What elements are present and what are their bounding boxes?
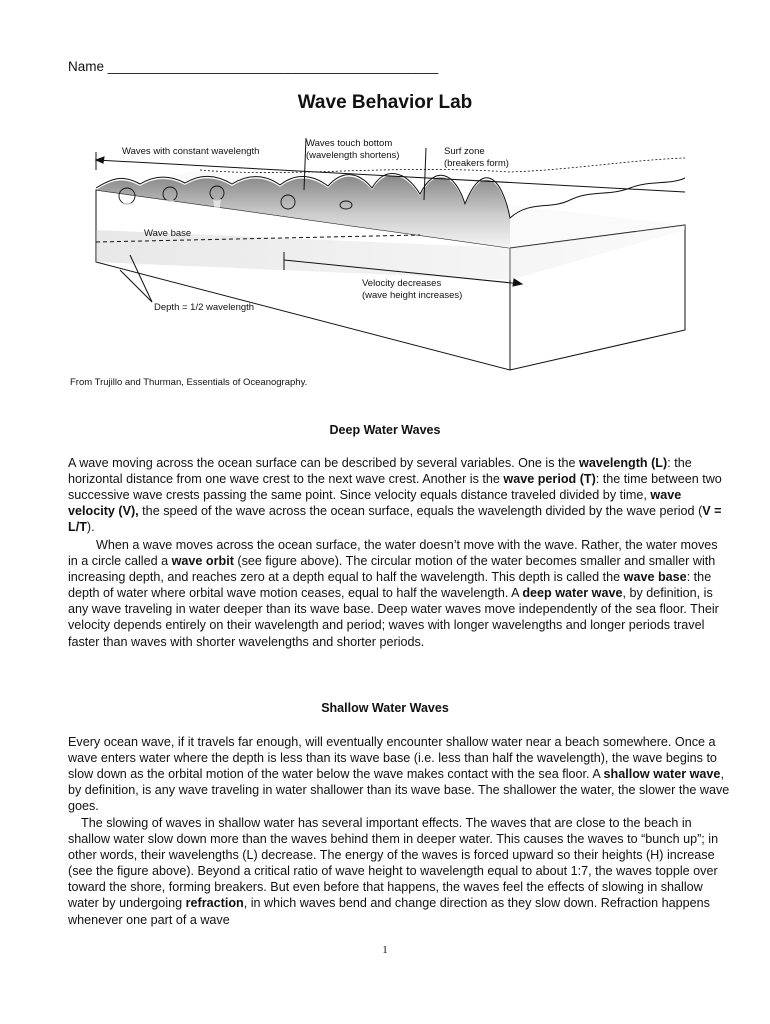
paragraph-shallow-2 (68, 815, 730, 928)
text-run: The slowing of waves in shallow water has several important effects. The waves that are close to the beach in shallow water slow down more than the waves behind them in deeper water. This causes the waves to “bunch up”; in other words, their wavelengths (L) decrease. The energy of the waves is forced upward so their heights (H) increase (see the figure above). Beyond a critical ratio of wave height to wavelength equal to about 1:7, the waves topple over toward the shore, forming breakers. But even before that happens, the waves feel the effects of slowing in shallow water by undergoing (68, 816, 719, 911)
label-constant-wavelength: Waves with constant wavelength (122, 146, 260, 157)
paragraph-shallow-1 (68, 734, 730, 814)
label-wave-height-increases: (wave height increases) (362, 290, 463, 301)
bold-term: wave base (623, 570, 687, 585)
text-run: , by definition, is any wave traveling in water deeper than its wave base. Deep water waves move independently of the sea floor. Their velocity depends entirely on their wavelength and period; waves with longer wavelengths and longer periods travel faster than waves with shorter wavelengths and shorter periods. (68, 586, 719, 649)
label-wave-base: Wave base (144, 228, 192, 239)
text-run: Every ocean wave, if it travels far enough, will eventually encounter shallow water near a beach somewhere. Once a wave enters water where the depth is less than its wave base (i.e. less than half the wavelength), the wave begins to slow down as the orbital motion of the water below the wave makes contact with the sea floor. A (68, 735, 717, 782)
label-velocity-decreases: Velocity decreases (362, 278, 442, 289)
name-line: Name ____________________________________________ (68, 59, 439, 74)
text-run: (see figure above). The circular motion of the water becomes smaller and smaller with increasing depth, and reaches zero at a depth equal to half the wavelength. This depth is called the (68, 554, 716, 585)
label-surf-zone: Surf zone (444, 146, 485, 157)
text-run: ). (86, 520, 95, 535)
heading-deep-water: Deep Water Waves (329, 423, 441, 437)
bold-term: refraction (185, 896, 244, 911)
text-run: : the horizontal distance from one wave crest to the next wave crest. Another is the (68, 456, 692, 487)
bold-term: wave velocity (V), (68, 488, 682, 519)
text-run: A wave moving across the ocean surface can be described by several variables. One is the (68, 456, 580, 470)
wave-diagram (90, 130, 690, 375)
page-title: Wave Behavior Lab (297, 92, 473, 113)
text-run: : the time between two successive wave crests passing the same point. Since velocity equals distance traveled divided by time, (68, 472, 722, 503)
bold-term: deep water wave (522, 586, 623, 601)
text-run: When a wave moves across the ocean surface, the water doesn’t move with the wave. Rather, the water moves in a circle called a (68, 538, 718, 569)
label-wavelength-shortens: (wavelength shortens) (306, 150, 400, 161)
text-run: , in which waves bend and change direction as they slow down. Refraction happens whenever one part of a wave (68, 896, 710, 927)
label-waves-touch-bottom: Waves touch bottom (306, 138, 393, 149)
page-number: 1 (382, 944, 388, 956)
bold-term: wavelength (L) (579, 456, 668, 470)
bold-term: wave orbit (171, 554, 234, 569)
paragraph-deep-2 (68, 537, 730, 650)
bold-term: V = L/T (68, 504, 722, 535)
figure-caption: From Trujillo and Thurman, Essentials of Oceanography. (70, 377, 308, 388)
paragraph-deep-1 (68, 455, 730, 535)
text-run: : the depth of water where orbital wave motion ceases, equal to half the wavelength. A (68, 570, 712, 601)
bold-term: shallow water wave (603, 767, 721, 782)
heading-shallow-water: Shallow Water Waves (321, 701, 449, 715)
bold-term: wave period (T) (503, 472, 596, 487)
text-run: , by definition, is any wave traveling in water shallower than its wave base. The shallower the water, the slower the wave goes. (68, 767, 730, 814)
label-breakers-form: (breakers form) (444, 158, 509, 169)
label-depth: Depth = 1/2 wavelength (154, 302, 255, 313)
text-run: the speed of the wave across the ocean surface, equals the wavelength divided by the wave period ( (138, 504, 703, 519)
